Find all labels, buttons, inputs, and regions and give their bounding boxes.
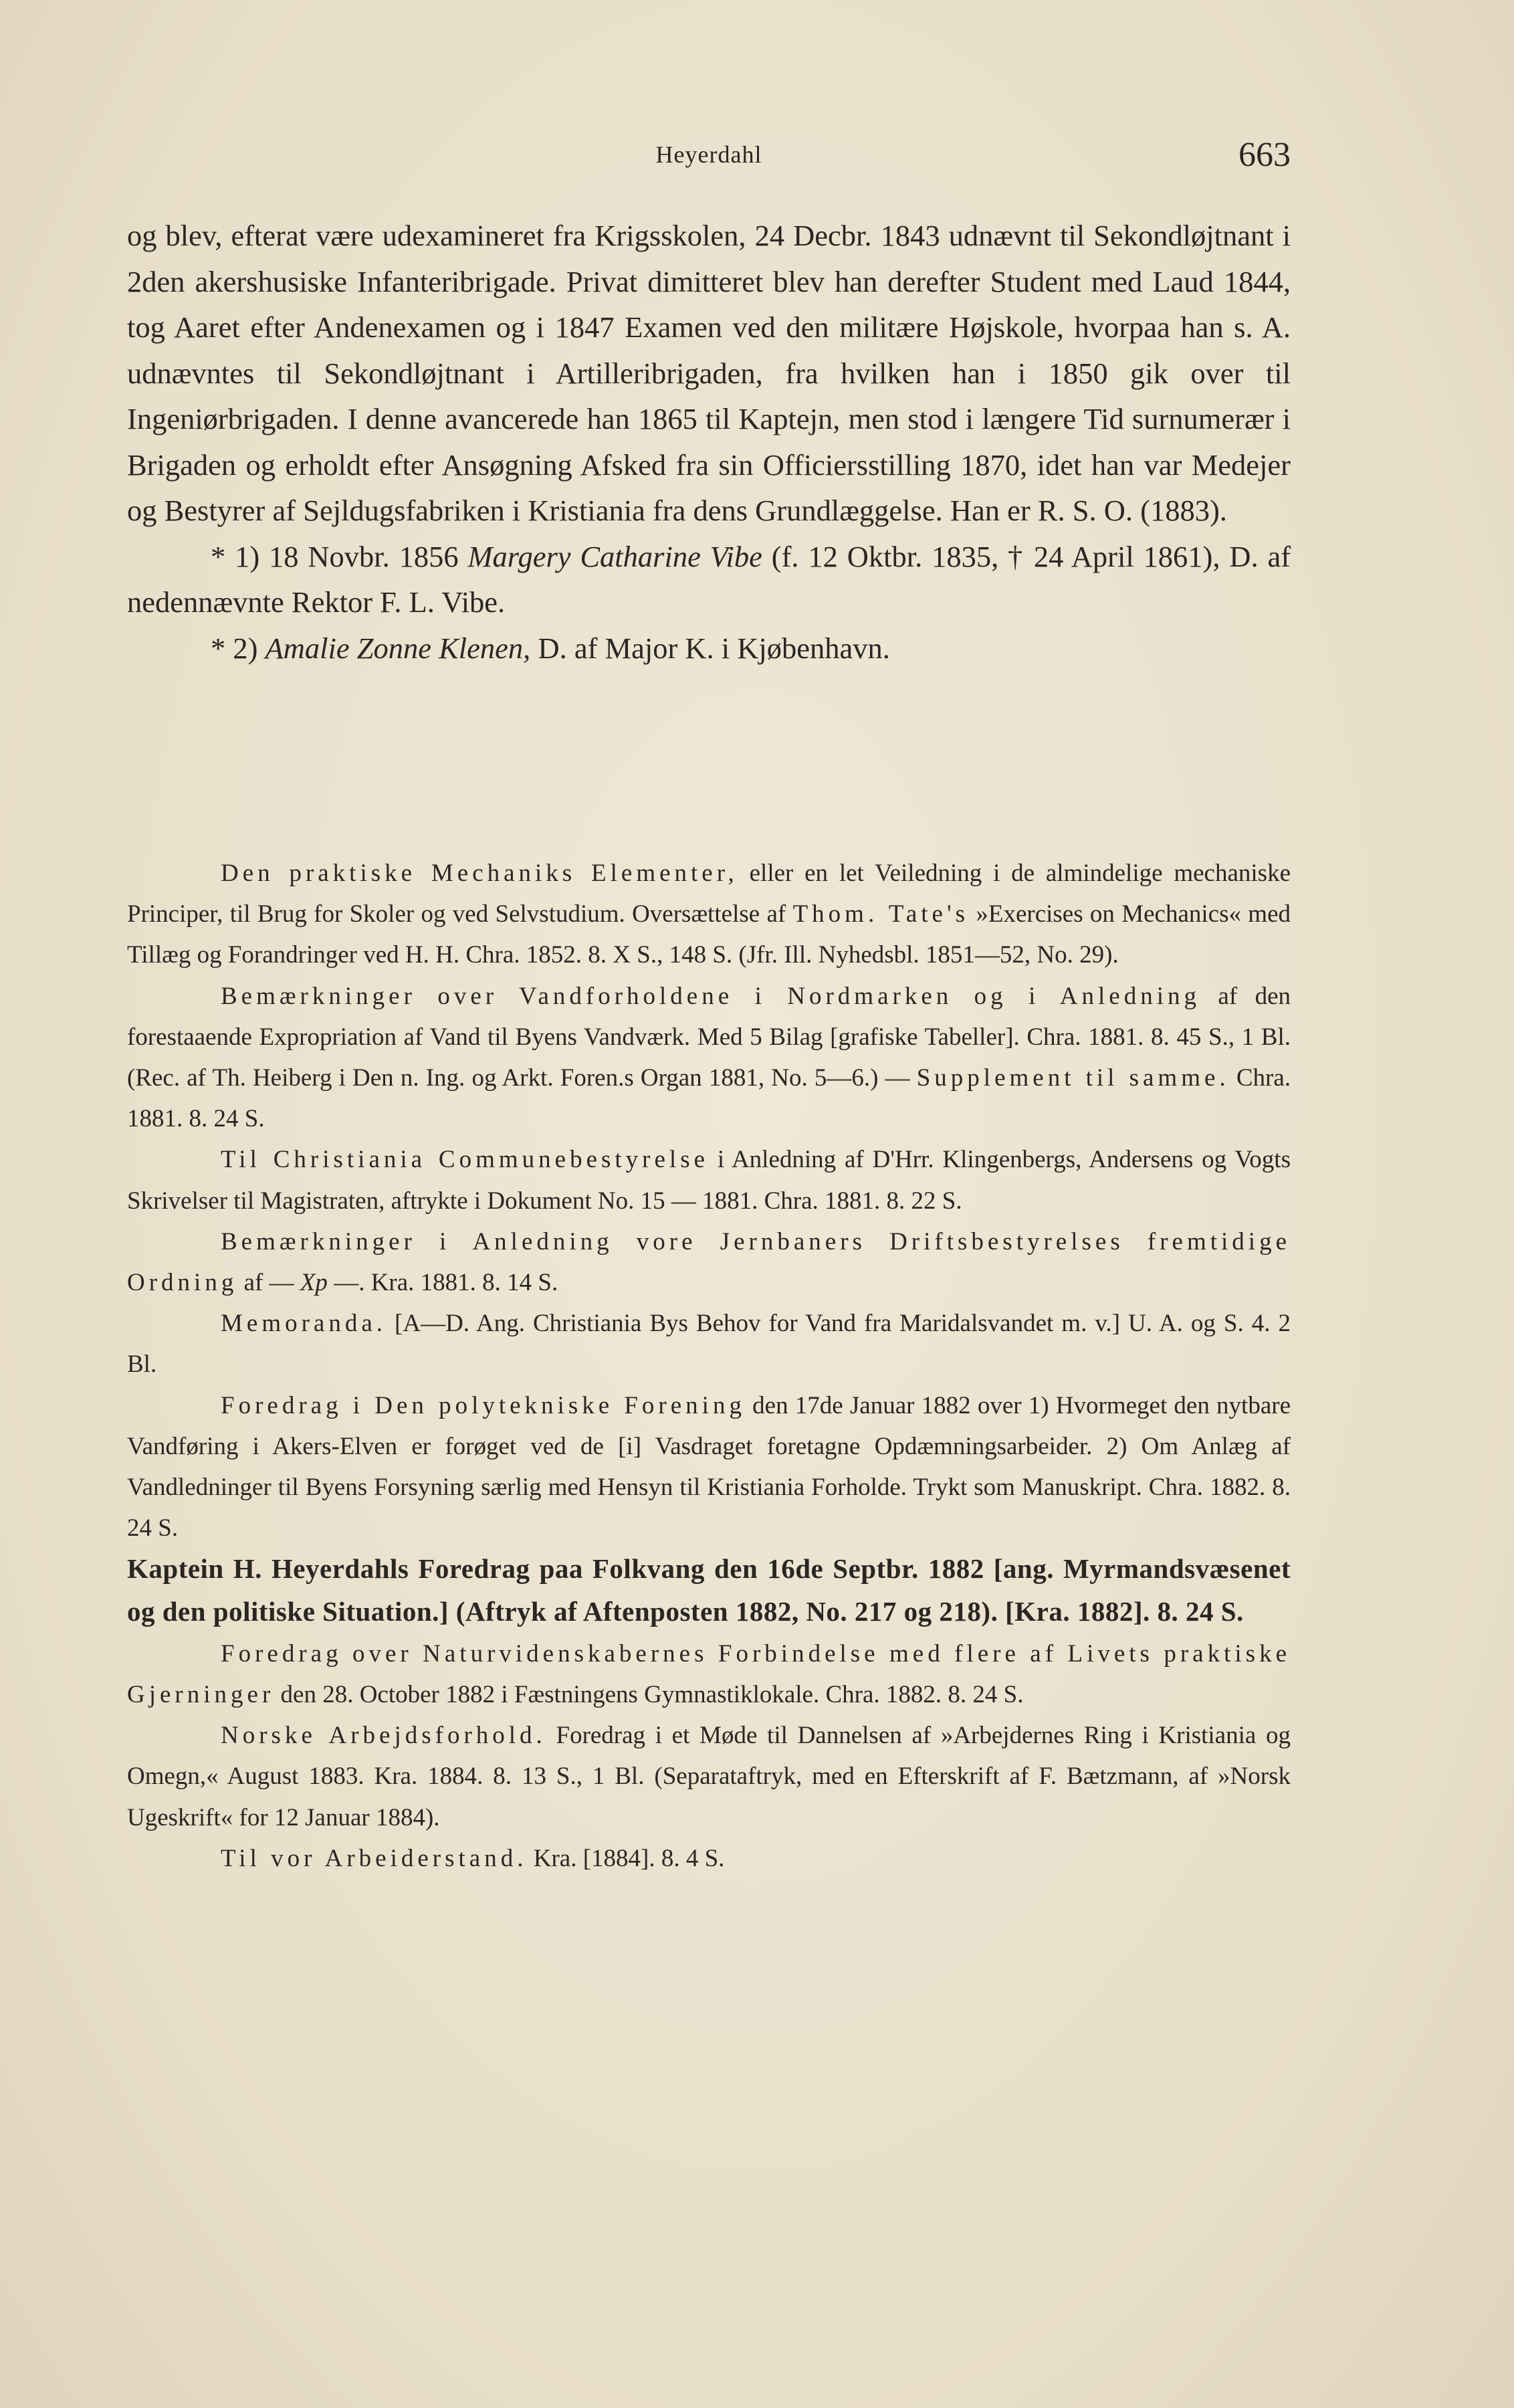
work-entry: [127, 1838, 1291, 1879]
work-details: Chra. 1881. 8. 24 S.: [127, 1064, 1291, 1133]
work-details: den 17de Januar 1882 over 1) Hvormeget den nytbare Vandføring i Akers-Elven er forøget ved de [i] Vasdraget foretagne Opdæmningsarbeider. 2) Om Anlæg af Vandledninger til Byens Forsyning særlig med Hensyn til Kristiania Forholde. Trykt som Manuskript. Chra. 1882. 8. 24 S.: [127, 1391, 1291, 1542]
page-header: [127, 136, 1291, 187]
work-entry: [127, 1633, 1291, 1715]
work-pseudonym: Xp: [300, 1269, 328, 1297]
marriage-2: [127, 625, 1291, 672]
work-fraktur-text: Kaptein H. Heyerdahls Foredrag paa Folkvang den 16de Septbr. 1882 [ang. Myrmandsvæsenet og den politiske Situation.] (Aftryk af Aftenposten 1882, No. 217 og 218). [Kra. 1882]. 8. 24 S.: [127, 1553, 1291, 1627]
work-details: af —: [237, 1269, 300, 1297]
marriage-2-prefix: * 2): [211, 631, 258, 665]
marriage-1-prefix: * 1) 18 Novbr. 1856: [211, 539, 459, 573]
work-entry: [127, 1715, 1291, 1838]
work-entry: [127, 1385, 1291, 1549]
page-number: 663: [1238, 136, 1291, 174]
marriage-2-suffix: D. af Major K. i Kjøbenhavn.: [538, 631, 890, 665]
marriage-1: [127, 534, 1291, 625]
work-title: Bemærkninger i Anledning vore Jernbaners Driftsbestyrelses fremtidige Ordning: [127, 1227, 1291, 1297]
marriage-1-suffix: (f. 12 Oktbr. 1835, † 24 April 1861), D. af nedennævnte Rektor F. L. Vibe.: [127, 539, 1291, 619]
work-entry: [127, 853, 1291, 976]
work-details: eller en let Veiledning i de almindelige mechaniske Principer, til Brug for Skoler og ved Selvstudium. Oversættelse af: [127, 860, 1291, 928]
work-details: den 28. October 1882 i Fæstningens Gymnastiklokale. Chra. 1882. 8. 24 S.: [274, 1681, 1024, 1709]
work-entry: [127, 1221, 1291, 1303]
running-head: Heyerdahl: [655, 141, 762, 168]
work-title: Til vor Arbeiderstand.: [221, 1844, 528, 1872]
work-details: —. Kra. 1881. 8. 14 S.: [327, 1269, 558, 1297]
work-entry-fraktur: [127, 1548, 1291, 1633]
work-details: i Anledning af D'Hrr. Klingenbergs, Andersens og Vogts Skrivelser til Magistraten, aftrykte i Dokument No. 15 — 1881. Chra. 1881. 8. 22 S.: [127, 1146, 1291, 1215]
works-list: [127, 853, 1291, 1879]
work-title: Til Christiania Communebestyrelse: [221, 1146, 710, 1174]
work-title: Supplement til samme.: [916, 1064, 1230, 1092]
biography-section: [127, 213, 1291, 671]
work-entry: [127, 976, 1291, 1140]
work-author: Thom. Tate's: [792, 900, 970, 928]
work-details: af den forestaaende Expropriation af Vand til Byens Vandværk. Med 5 Bilag [grafiske Tabeller]. Chra. 1881. 8. 45 S., 1 Bl. (Rec. af Th. Heiberg i Den n. Ing. og Arkt. Foren.s Organ 1881, No. 5—6.) —: [127, 982, 1291, 1092]
spouse-2-name: Amalie Zonne Klenen,: [265, 631, 531, 665]
work-details: »Exercises on Mechanics« med Tillæg og Forandringer ved H. H. Chra. 1852. 8. X S., 148 S. (Jfr. Ill. Nyhedsbl. 1851—52, No. 29).: [127, 900, 1291, 969]
work-details: [A—D. Ang. Christiania Bys Behov for Vand fra Maridalsvandet m. v.] U. A. og S. 4. 2 Bl.: [127, 1310, 1291, 1379]
work-title: Foredrag over Naturvidenskabernes Forbindelse med flere af Livets praktiske Gjerninger: [127, 1639, 1291, 1709]
work-title: Den praktiske Mechaniks Elementer,: [221, 860, 738, 887]
work-entry: [127, 1139, 1291, 1221]
work-entry: [127, 1303, 1291, 1385]
work-details: Foredrag i et Møde til Dannelsen af »Arbejdernes Ring i Kristiania og Omegn,« August 1883. Kra. 1884. 8. 13 S., 1 Bl. (Separataftryk, med en Efterskrift af F. Bætzmann, af »Norsk Ugeskrift« for 12 Januar 1884).: [127, 1722, 1291, 1831]
spouse-1-name: Margery Catharine Vibe: [467, 539, 762, 573]
work-title: Foredrag i Den polytekniske Forening: [221, 1391, 746, 1419]
biography-paragraph: og blev, efterat være udexamineret fra Krigsskolen, 24 Decbr. 1843 udnævnt til Sekondløjtnant i 2den akershusiske Infanteribrigade. Privat dimitteret blev han derefter Student med Laud 1844, tog Aaret efter Andenexamen og i 1847 Examen ved den militære Højskole, hvorpaa han s. A. udnævntes til Sekondløjtnant i Artilleribrigaden, fra hvilken han i 1850 gik over til Ingeniørbrigaden. I denne avancerede han 1865 til Kaptejn, men stod i længere Tid surnumerær i Brigaden og erholdt efter Ansøgning Afsked fra sin Officiersstilling 1870, idet han var Medejer og Bestyrer af Sejldugsfabriken i Kristiania fra dens Grundlæggelse. Han er R. S. O. (1883).: [127, 219, 1291, 527]
work-title: Memoranda.: [221, 1310, 387, 1338]
work-title: Bemærkninger over Vandforholdene i Nordmarken og i Anledning: [221, 982, 1200, 1010]
work-title: Norske Arbejdsforhold.: [221, 1722, 546, 1750]
work-details: Kra. [1884]. 8. 4 S.: [527, 1844, 725, 1872]
